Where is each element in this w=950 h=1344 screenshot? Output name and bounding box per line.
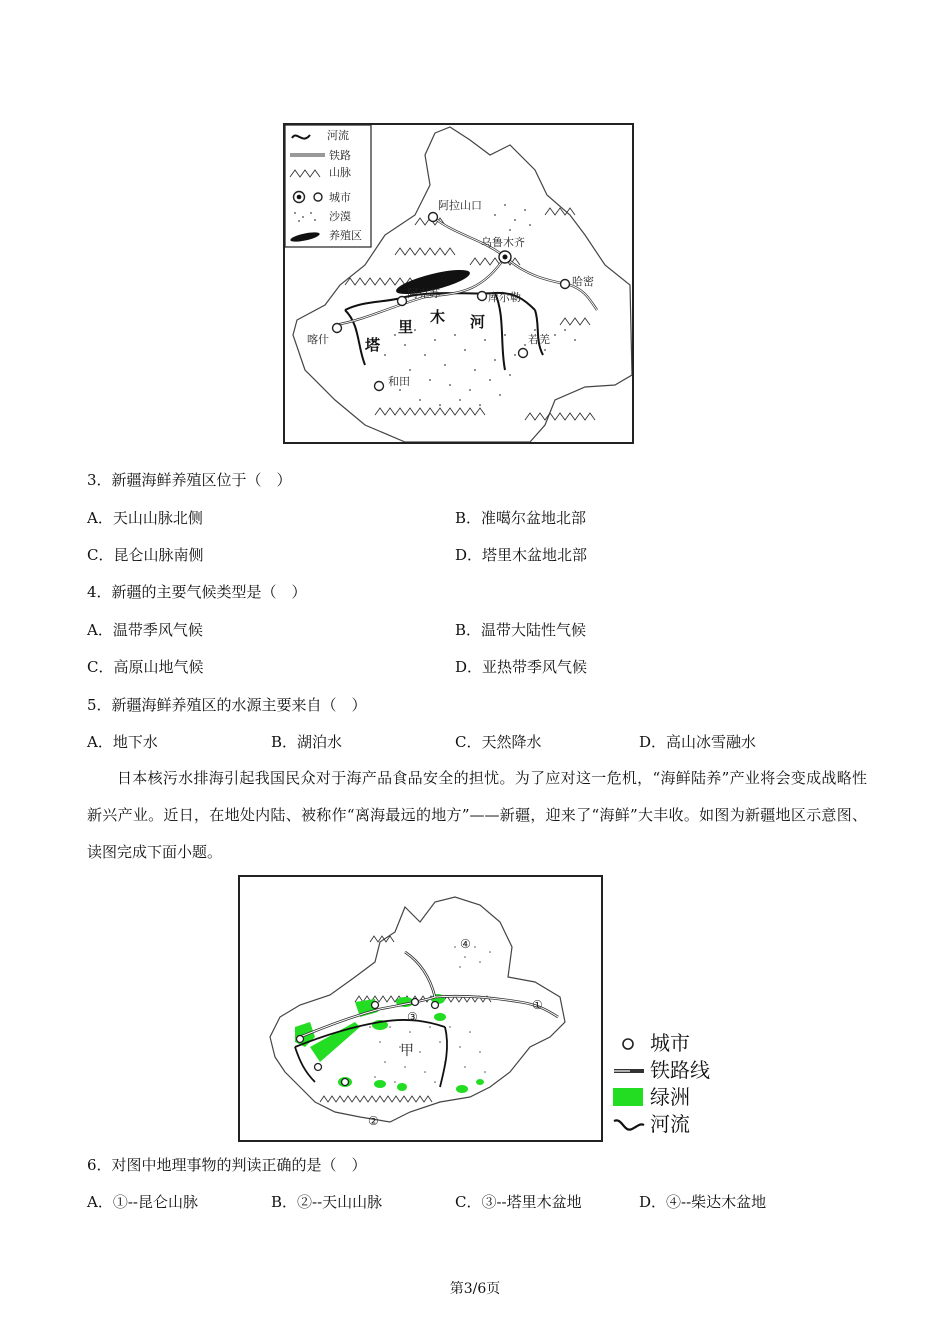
- city-label-hotan: 和田: [388, 375, 410, 388]
- label-1: ①: [532, 998, 543, 1012]
- q3-option-b[interactable]: B．准噶尔盆地北部: [455, 509, 587, 527]
- legend-mountain-label: 山脉: [329, 166, 351, 179]
- label-jia: 甲: [400, 1043, 414, 1059]
- desert2-dots: [369, 946, 491, 1083]
- legend2-river-icon: [610, 1111, 646, 1138]
- legend-desert-label: 沙漠: [329, 210, 351, 223]
- legend-city-label: 城市: [329, 191, 351, 204]
- q5-option-c[interactable]: C．天然降水: [455, 733, 542, 751]
- legend2-city-icon: [610, 1030, 646, 1057]
- legend2-railway: [610, 1057, 710, 1084]
- legend2-city-label: 城市: [650, 1031, 690, 1055]
- map2-legend: [610, 1030, 710, 1138]
- legend2-oasis-icon: [610, 1084, 646, 1111]
- legend2-railway-label: 铁路线: [650, 1058, 710, 1082]
- basin-char-2: 里: [398, 318, 414, 336]
- q5-option-d[interactable]: D．高山冰雪融水: [639, 733, 757, 751]
- q3-option-c[interactable]: C．昆仑山脉南侧: [87, 546, 204, 564]
- reading-passage: 日本核污水排海引起我国民众对于海产品食品安全的担忧。为了应对这一危机，“海鲜陆养”产业将会变成战略性新兴产业。近日，在地处内陆、被称作“离海最远的地方”——新疆，迎来了“海鲜”大丰收。如图为新疆地区示意图、读图完成下面小题。: [87, 769, 867, 861]
- q4-option-d[interactable]: D．亚热带季风气候: [455, 658, 588, 676]
- q4-option-b[interactable]: B．温带大陆性气候: [455, 621, 587, 639]
- map1-svg: [285, 125, 632, 442]
- legend-city-icon: [314, 193, 322, 201]
- city-label-hami: 哈密: [572, 275, 594, 288]
- legend2-railway-icon: [610, 1057, 646, 1084]
- map2-svg: [240, 877, 601, 1140]
- legend-river-label: 河流: [327, 129, 349, 142]
- question-6-stem: 6．对图中地理事物的判读正确的是（ ）: [87, 1156, 367, 1174]
- legend2-river: [610, 1111, 710, 1138]
- question-5-stem: 5．新疆海鲜养殖区的水源主要来自（ ）: [87, 696, 367, 714]
- legend-railway-label: 铁路: [329, 149, 351, 162]
- q4-option-a[interactable]: A．温带季风气候: [87, 621, 203, 639]
- q6-option-a[interactable]: A．①--昆仑山脉: [87, 1193, 198, 1211]
- basin-char-1: 塔: [365, 336, 381, 354]
- rivers: [345, 293, 543, 370]
- desert-dots: [384, 204, 576, 406]
- oasis-patches: [295, 994, 484, 1093]
- label-4: ④: [460, 937, 471, 951]
- railway2: [300, 952, 558, 1037]
- legend2-river-label: 河流: [650, 1112, 690, 1136]
- basin-char-4: 河: [470, 313, 486, 331]
- q3-option-a[interactable]: A．天山山脉北侧: [87, 509, 203, 527]
- q5-option-a[interactable]: A．地下水: [87, 733, 158, 751]
- question-3-stem: 3．新疆海鲜养殖区位于（ ）: [87, 471, 292, 489]
- label-2: ②: [368, 1114, 379, 1128]
- xinjiang-map-1: [283, 123, 634, 444]
- city-label-ruoqiang: 若羌: [528, 333, 550, 346]
- legend2-oasis: [610, 1084, 710, 1111]
- q4-option-c[interactable]: C．高原山地气候: [87, 658, 204, 676]
- city-label-aksu: 阿克苏: [407, 287, 440, 300]
- xinjiang-map-2: [238, 875, 603, 1142]
- question-4-stem: 4．新疆的主要气候类型是（ ）: [87, 583, 307, 601]
- q6-option-d[interactable]: D．④--柴达木盆地: [639, 1193, 767, 1211]
- label-3: ③: [407, 1010, 418, 1024]
- basin-char-3: 木: [430, 308, 446, 326]
- q5-option-b[interactable]: B．湖泊水: [271, 733, 343, 751]
- page-number: 第3/6页: [449, 1281, 501, 1297]
- capital-dot: [503, 255, 508, 260]
- q3-option-d[interactable]: D．塔里木盆地北部: [455, 546, 588, 564]
- legend2-city: [610, 1030, 710, 1057]
- legend2-oasis-label: 绿洲: [650, 1085, 690, 1109]
- city-label-urumqi: 乌鲁木齐: [481, 236, 525, 249]
- q6-option-b[interactable]: B．②--天山山脉: [271, 1193, 383, 1211]
- legend-farm-label: 养殖区: [329, 229, 362, 242]
- city-label-kashgar: 喀什: [307, 333, 329, 346]
- city-label-korla: 库尔勒: [488, 291, 521, 304]
- q6-option-c[interactable]: C．③--塔里木盆地: [455, 1193, 582, 1211]
- city-label-alashankou: 阿拉山口: [438, 199, 482, 212]
